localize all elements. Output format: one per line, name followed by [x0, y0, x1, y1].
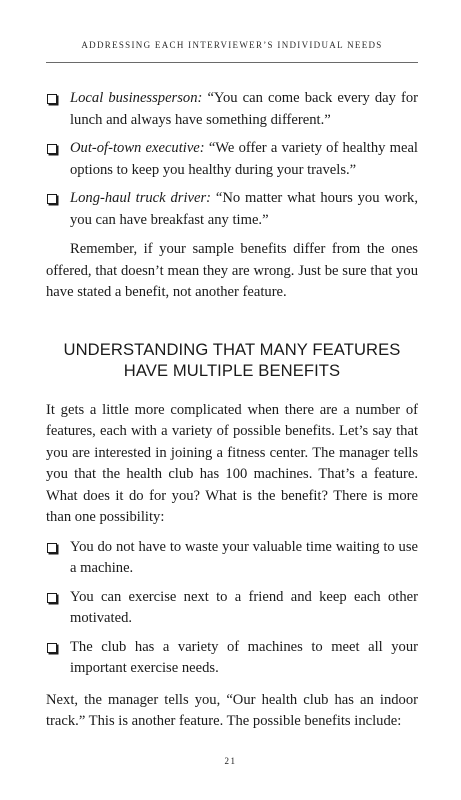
checkbox-bullet-icon [47, 543, 57, 553]
list-item [46, 537, 418, 580]
list-item [46, 587, 418, 630]
checkbox-bullet-icon [47, 144, 57, 154]
body-paragraph: Next, the manager tells you, “Our health club has an indoor track.” This is another feature. The possible benefits include: [46, 691, 418, 729]
header-rule [46, 62, 418, 63]
list-item [46, 188, 418, 231]
list-item-text: You do not have to waste your valuable time waiting to use a machine. [70, 538, 418, 576]
checkbox-bullet-icon [47, 94, 57, 104]
section-heading-line: UNDERSTANDING THAT MANY FEATURES [63, 339, 401, 359]
speaker-label: Local businessperson: [70, 90, 203, 106]
list-item-text: The club has a variety of machines to meet all your important exercise needs. [70, 638, 418, 676]
list-item-text: You can exercise next to a friend and keep each other motivated. [70, 588, 418, 626]
body-paragraph: Remember, if your sample benefits differ from the ones offered, that doesn’t mean they are wrong. Just be sure that you have stated a benefit, not another feature. [46, 241, 418, 300]
list-item [46, 637, 418, 680]
page-content [46, 88, 418, 733]
page-number: 21 [224, 756, 237, 766]
section-heading [46, 339, 418, 381]
list-item [46, 138, 418, 181]
speaker-label: Out-of-town executive: [70, 140, 205, 156]
checkbox-bullet-icon [47, 643, 57, 653]
quote-text: “No matter what hours you work, you can have breakfast any time.” [70, 190, 418, 228]
example-benefits-list [46, 88, 418, 231]
section-heading-line: HAVE MULTIPLE BENEFITS [123, 360, 341, 380]
body-paragraph: It gets a little more complicated when there are a number of features, each with a variety of possible benefits. Let’s say that you are interested in joining a fitness center. The manager tells you that the health club has 100 machines. That’s a feature. What does it do for you? What is the benefit? There is more than one possibility: [46, 401, 418, 525]
quote-text: “We offer a variety of healthy meal options to keep you healthy during your travels.” [70, 140, 418, 178]
checkbox-bullet-icon [47, 593, 57, 603]
quote-text: “You can come back every day for lunch and always have something different.” [70, 90, 418, 128]
speaker-label: Long-haul truck driver: [70, 190, 212, 206]
list-item [46, 88, 418, 131]
checkbox-bullet-icon [47, 194, 57, 204]
fitness-benefits-list [46, 537, 418, 680]
running-head: ADDRESSING EACH INTERVIEWER’S INDIVIDUAL NEEDS [81, 40, 383, 50]
